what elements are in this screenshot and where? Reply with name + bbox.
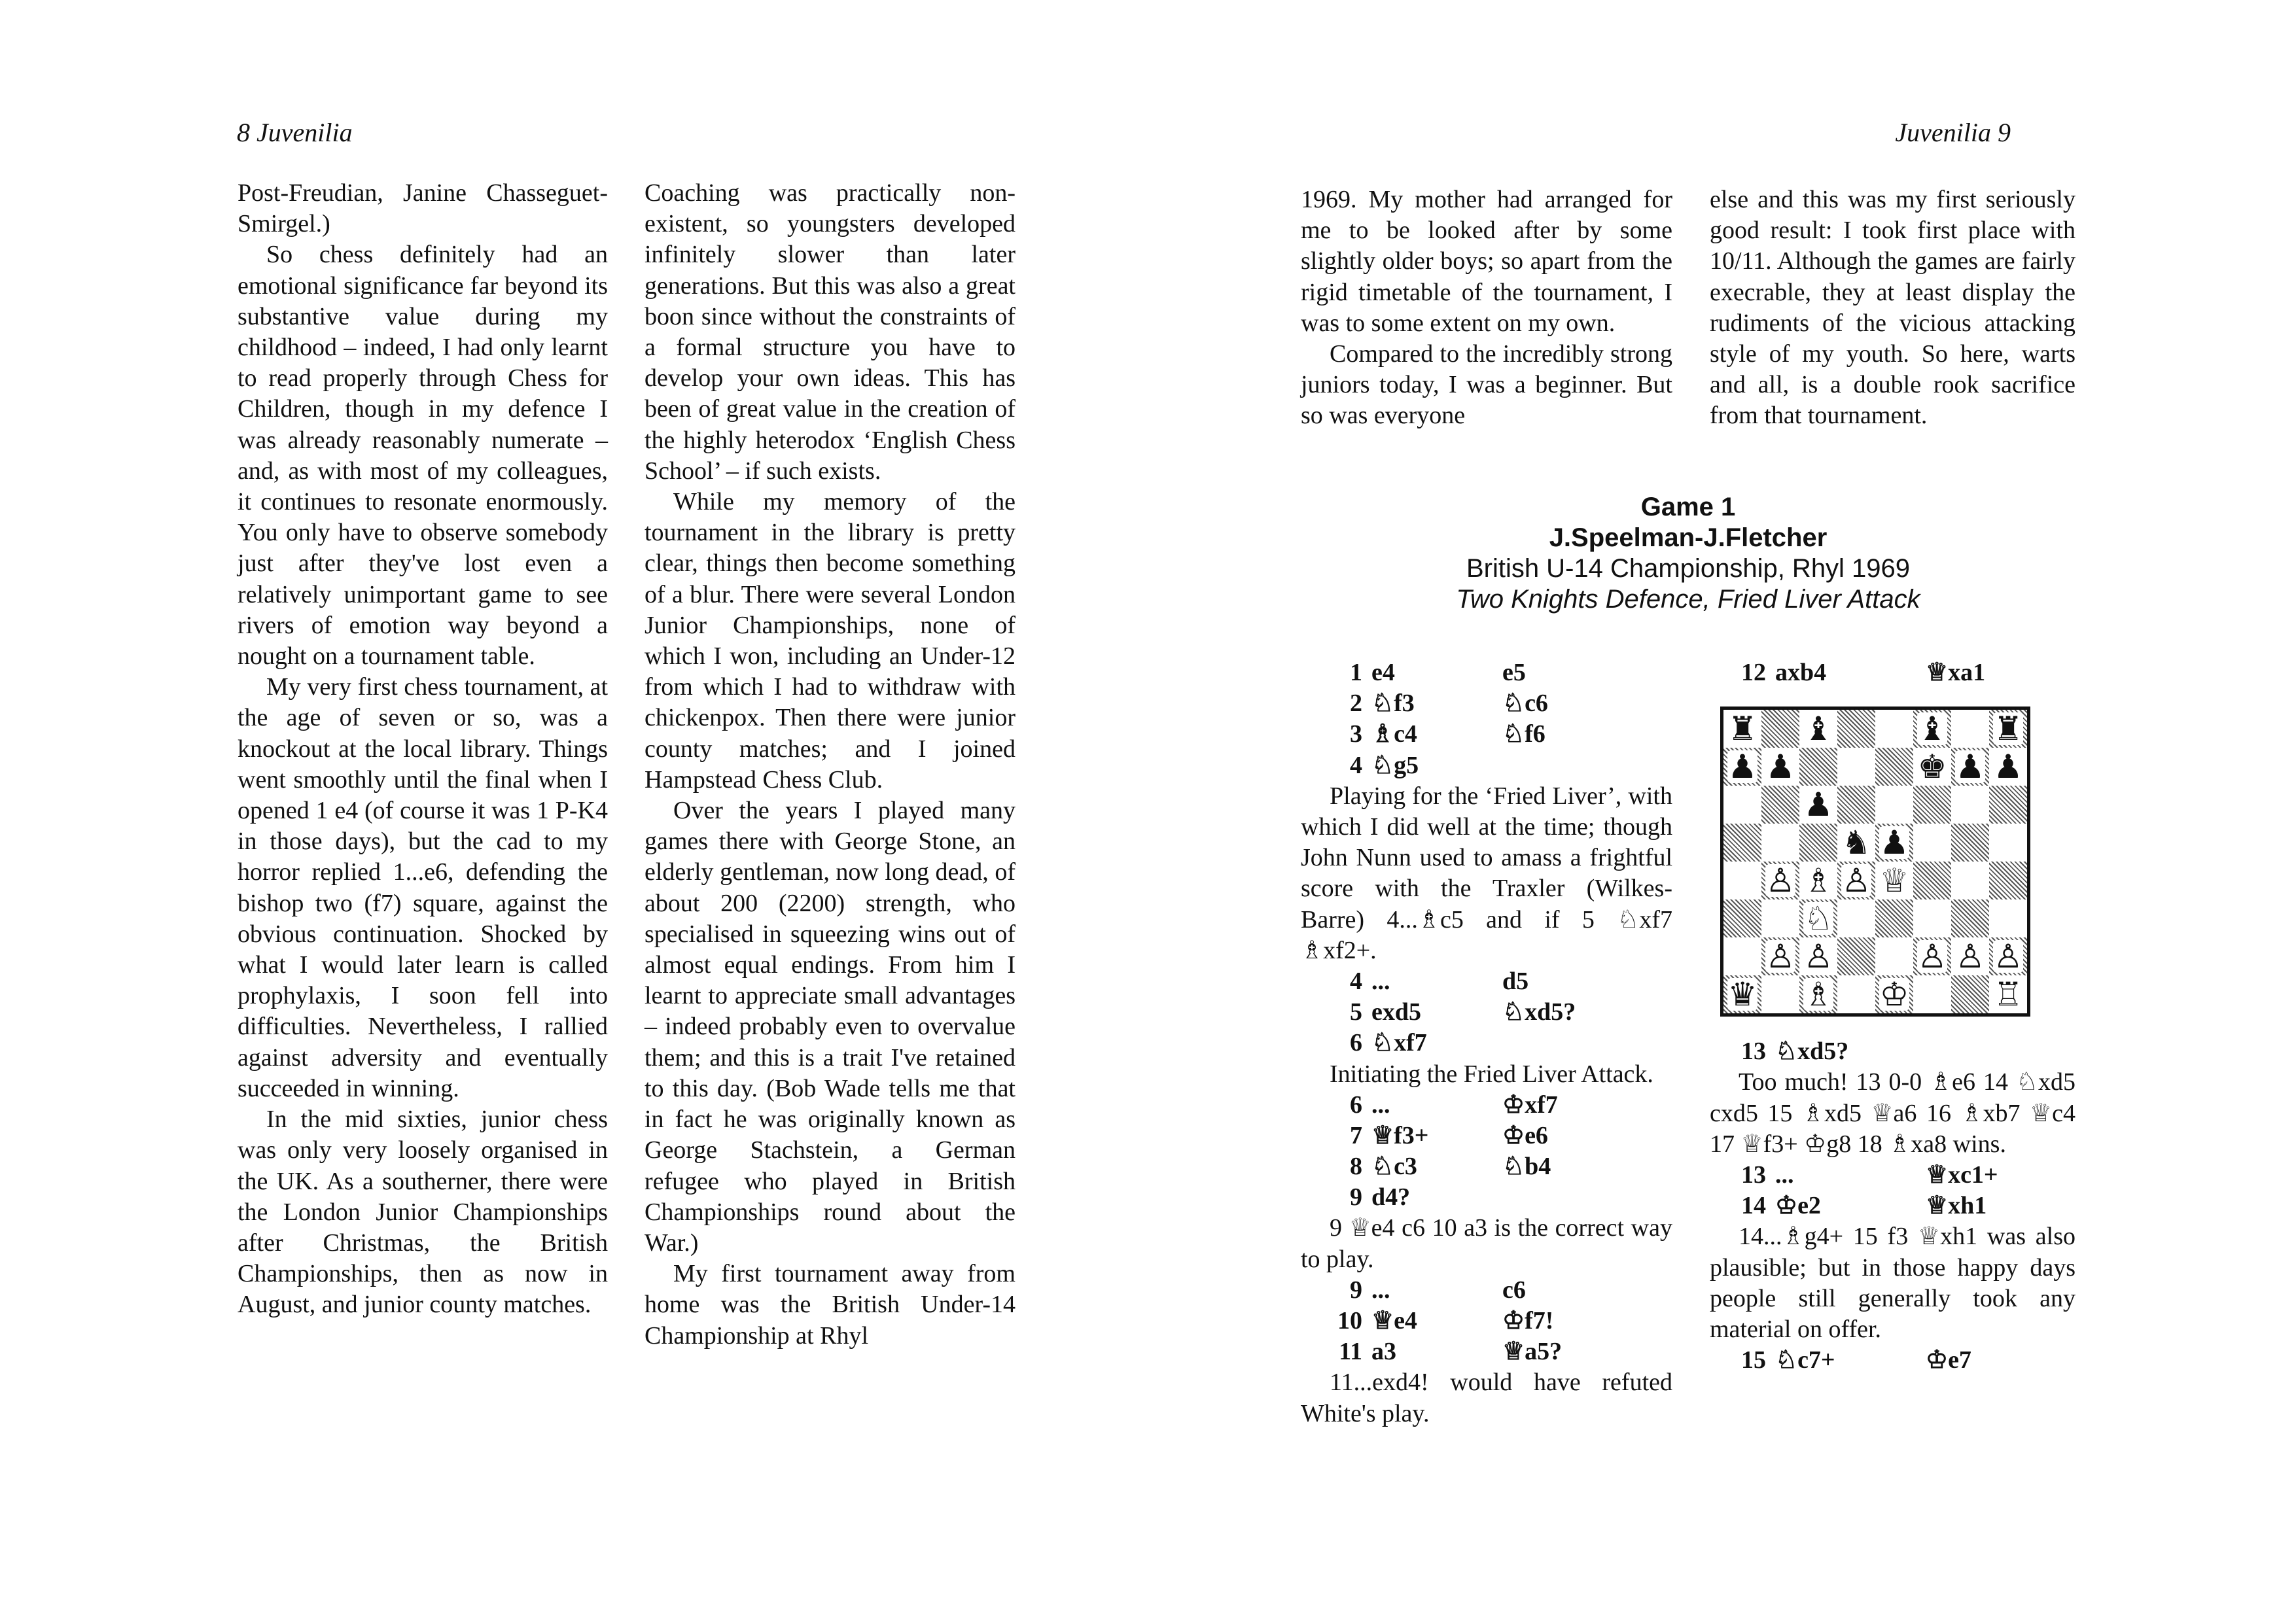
- chess-piece: ♚: [1917, 748, 1947, 786]
- paragraph: So chess definitely had an emotional significance far beyond its substantive value during my childhood – indeed, I had only learnt to read properly through Chess for Children, though in my defence I was already reasonably numerate – and, as with most of my colleagues, it continues to resonate enormously. You only have to observe somebody just after they've lost even a relatively unimportant game to see rivers of emotion way beyond a nought on a tournament table.: [238, 241, 608, 671]
- move-row: [1710, 1345, 2075, 1376]
- chess-piece: ♙: [1765, 862, 1795, 900]
- black-move: ♘c6: [1502, 689, 1548, 718]
- move-number: 8: [1350, 1153, 1362, 1181]
- move-number: 13: [1741, 1161, 1766, 1189]
- black-move: ♘xd5?: [1502, 998, 1576, 1026]
- move-number: 4: [1350, 967, 1362, 995]
- move-row: [1301, 1306, 1672, 1336]
- move-row: [1301, 750, 1672, 781]
- board-square: [1837, 975, 1875, 1013]
- board-square: [1913, 975, 1951, 1013]
- board-square: [1989, 748, 2027, 786]
- board-square: [1951, 824, 1989, 862]
- chess-piece: ♙: [1803, 937, 1833, 976]
- moves-h: [1710, 1345, 2075, 1376]
- move-number: 5: [1350, 998, 1362, 1026]
- paragraph: Coaching was practically non-existent, so youngsters developed infinitely slower than later generations. But this was also a great boon since without the constraints of a formal structure you have to develop your own ideas. This has been of great value in the creation of the highly heterodox ‘English Chess School’ – if such exists.: [645, 179, 1016, 485]
- board-square: [1837, 748, 1875, 786]
- board-square: [1761, 824, 1799, 862]
- chess-piece: ♛: [1727, 975, 1757, 1014]
- chess-piece: ♟: [1803, 786, 1833, 824]
- board-square: [1875, 862, 1913, 899]
- move-number: 6: [1350, 1091, 1362, 1119]
- paragraph: Over the years I played many games there with George Stone, an elderly gentleman, now long dead, of about 200 (2200) strength, who specialised in squeezing wins out of almost equal endings. From him I learnt to appreciate small advantages – indeed probably even to overvalue them; and this is a trait I've retained to this day. (Bob Wade tells me that in fact he was originally known as George Stachstein, a German refugee who played in British Championships round about the War.): [645, 797, 1016, 1257]
- black-move: ♕xh1: [1926, 1192, 1987, 1220]
- board-square: [1913, 710, 1951, 748]
- board-square: [1761, 899, 1799, 937]
- black-move: ♔f7!: [1502, 1307, 1554, 1335]
- white-move: ♘f3: [1371, 689, 1415, 718]
- move-number: 9: [1350, 1183, 1362, 1212]
- board-square: [1951, 786, 1989, 824]
- annotation: 11...exd4! would have refuted White's play.: [1301, 1369, 1672, 1427]
- running-head-right: Juvenilia 9: [1895, 118, 2011, 147]
- board-square: [1799, 862, 1837, 899]
- board-square: [1951, 862, 1989, 899]
- move-number: 6: [1350, 1029, 1362, 1057]
- black-move: ♔e7: [1926, 1346, 1971, 1374]
- board-square: [1761, 748, 1799, 786]
- white-move: ♕e4: [1371, 1307, 1417, 1335]
- chess-diagram: [1720, 707, 2075, 1017]
- board-square: [1761, 710, 1799, 748]
- board-square: [1913, 786, 1951, 824]
- chess-piece: ♜: [1727, 710, 1757, 748]
- move-row: [1301, 688, 1672, 719]
- chess-piece: ♔: [1879, 975, 1909, 1014]
- board-square: [1761, 786, 1799, 824]
- move-row: [1301, 1151, 1672, 1182]
- moves-g: [1710, 1160, 2075, 1221]
- board-square: [1989, 710, 2027, 748]
- chess-piece: ♟: [1727, 748, 1757, 786]
- board-square: [1723, 786, 1761, 824]
- white-move: e4: [1371, 659, 1395, 686]
- chess-piece: ♙: [1917, 937, 1947, 976]
- chess-piece: ♙: [1765, 937, 1795, 976]
- board-square: [1799, 899, 1837, 937]
- board-square: [1837, 824, 1875, 862]
- chess-piece: ♙: [1993, 937, 2023, 976]
- game-players: J.Speelman-J.Fletcher: [1549, 523, 1828, 552]
- moves-f: [1710, 1036, 2075, 1067]
- annotation: 14...♗g4+ 15 f3 ♕xh1 was also plausible; but in those happy days people still generally took any material on offer.: [1710, 1223, 2075, 1343]
- move-row: [1301, 997, 1672, 1028]
- board-square: [1875, 786, 1913, 824]
- board-square: [1799, 748, 1837, 786]
- left-column-1: [238, 178, 608, 1321]
- board-square: [1799, 710, 1837, 748]
- moves-d: [1301, 1275, 1672, 1368]
- paragraph: else and this was my first seriously good result: I took first place with 10/11. Although the games are fairly execrable, they at least display the rudiments of the vicious attacking style of my youth. So here, warts and all, is a double rook sacrifice from that tournament.: [1710, 186, 2075, 430]
- white-move: ♘c7+: [1775, 1346, 1835, 1374]
- board-square: [1723, 748, 1761, 786]
- paragraph: While my memory of the tournament in the library is pretty clear, things then become something of a blur. There were several London Junior Championships, none of which I won, including an Under-12 from which I had to withdraw with chickenpox. Then there were junior county matches; and I joined Hampstead Chess Club.: [645, 488, 1016, 794]
- annotation: Initiating the Fried Liver Attack.: [1330, 1060, 1653, 1088]
- board-square: [1989, 975, 2027, 1013]
- board-square: [1799, 975, 1837, 1013]
- game-event: British U-14 Championship, Rhyl 1969: [1466, 554, 1911, 583]
- board-square: [1761, 975, 1799, 1013]
- white-move: ♘c3: [1371, 1153, 1417, 1181]
- moves-a: [1301, 657, 1672, 781]
- move-number: 9: [1350, 1276, 1362, 1304]
- paragraph: Compared to the incredibly strong juniors today, I was a beginner. But so was everyone: [1301, 340, 1672, 430]
- paragraph: Post-Freudian, Janine Chasseguet-Smirgel.): [238, 179, 608, 238]
- chess-piece: ♗: [1803, 975, 1833, 1014]
- board-square: [1951, 975, 1989, 1013]
- white-move: ♘xf7: [1371, 1029, 1427, 1057]
- black-move: ♕xc1+: [1926, 1161, 1998, 1189]
- game-column-1: [1301, 657, 1672, 1429]
- move-number: 3: [1350, 720, 1362, 748]
- move-row: [1301, 966, 1672, 997]
- paragraph: 1969. My mother had arranged for me to be looked after by some slightly older boys; so apart from the rigid timetable of the tournament, I was to some extent on my own.: [1301, 186, 1672, 337]
- board-square: [1761, 862, 1799, 899]
- move-number: 13: [1741, 1038, 1766, 1066]
- board-square: [1799, 824, 1837, 862]
- board-square: [1875, 824, 1913, 862]
- chess-piece: ♟: [1993, 748, 2023, 786]
- board-square: [1723, 937, 1761, 975]
- chess-piece: ♗: [1803, 862, 1833, 900]
- chess-piece: ♟: [1765, 748, 1795, 786]
- chess-piece: ♙: [1955, 937, 1985, 976]
- moves-b: [1301, 966, 1672, 1059]
- white-move: ♔e2: [1775, 1192, 1821, 1220]
- board-square: [1799, 937, 1837, 975]
- chess-piece: ♝: [1803, 710, 1833, 748]
- board-square: [1913, 748, 1951, 786]
- black-move: e5: [1502, 659, 1526, 686]
- move-number: 12: [1741, 659, 1766, 686]
- white-move: exd5: [1371, 998, 1421, 1026]
- left-column-2: [645, 178, 1016, 1352]
- running-head-left: 8 Juvenilia: [237, 118, 353, 147]
- moves-e: [1710, 657, 2075, 688]
- board-square: [1875, 710, 1913, 748]
- move-number: 15: [1741, 1346, 1766, 1374]
- board-square: [1723, 824, 1761, 862]
- board-square: [1951, 748, 1989, 786]
- board-square: [1913, 824, 1951, 862]
- move-number: 11: [1339, 1338, 1362, 1366]
- board-square: [1875, 748, 1913, 786]
- board-square: [1875, 975, 1913, 1013]
- move-row: [1301, 1028, 1672, 1058]
- black-move: ♔e6: [1502, 1121, 1548, 1149]
- board-square: [1837, 899, 1875, 937]
- board-square: [1989, 862, 2027, 899]
- paragraph: In the mid sixties, junior chess was only very loosely organised in the UK. As a southerner, there were the London Junior Championships after Christmas, the British Championships, then as now in August, and junior county matches.: [238, 1106, 608, 1319]
- board-square: [1951, 899, 1989, 937]
- paragraph: My first tournament away from home was the British Under-14 Championship at Rhyl: [645, 1260, 1016, 1350]
- chess-piece: ♟: [1955, 748, 1985, 786]
- game-title: Game 1: [1640, 493, 1736, 521]
- board-square: [1913, 862, 1951, 899]
- white-move: ♗c4: [1371, 720, 1417, 748]
- black-move: c6: [1502, 1276, 1526, 1304]
- chess-piece: ♘: [1803, 899, 1833, 938]
- white-move: ...: [1775, 1161, 1794, 1189]
- black-move: ♕xa1: [1926, 659, 1986, 686]
- white-move: a3: [1371, 1338, 1396, 1366]
- white-move: axb4: [1775, 659, 1827, 686]
- white-move: d4?: [1371, 1183, 1411, 1212]
- right-column-1: [1301, 184, 1672, 432]
- move-row: [1301, 1182, 1672, 1213]
- annotation: Too much! 13 0-0 ♗e6 14 ♘xd5 cxd5 15 ♗xd5 ♕a6 16 ♗xb7 ♕c4 17 ♕f3+ ♔g8 18 ♗xa8 wins.: [1710, 1068, 2075, 1158]
- move-row: [1301, 1090, 1672, 1121]
- chess-piece: ♖: [1993, 975, 2023, 1014]
- move-row: [1301, 1121, 1672, 1151]
- annotation: Playing for the ‘Fried Liver’, with which I did well at the time; though John Nunn used to amass a frightful score with the Traxler (Wilkes-Barre) 4...♗c5 and if 5 ♘xf7 ♗xf2+.: [1301, 782, 1672, 964]
- board-square: [1989, 937, 2027, 975]
- board-square: [1723, 899, 1761, 937]
- white-move: ♕f3+: [1371, 1121, 1429, 1149]
- white-move: ...: [1371, 967, 1390, 995]
- black-move: d5: [1502, 967, 1529, 995]
- board-square: [1989, 824, 2027, 862]
- board-square: [1799, 786, 1837, 824]
- chess-board: [1720, 707, 2030, 1017]
- game-opening: Two Knights Defence, Fried Liver Attack: [1456, 585, 1920, 614]
- move-row: [1710, 1191, 2075, 1221]
- board-square: [1989, 786, 2027, 824]
- board-square: [1951, 710, 1989, 748]
- move-number: 14: [1741, 1192, 1766, 1220]
- game-heading: [1301, 492, 2075, 615]
- chess-piece: ♕: [1879, 862, 1909, 900]
- white-move: ...: [1371, 1276, 1390, 1304]
- board-square: [1837, 710, 1875, 748]
- game-column-2: [1710, 657, 2075, 1376]
- board-square: [1951, 937, 1989, 975]
- paragraph: My very first chess tournament, at the age of seven or so, was a knockout at the local library. Things went smoothly until the final when I opened 1 e4 (of course it was 1 P-K4 in those days), but the cad to my horror replied 1...e6, defending the bishop two (f7) square, against the obvious continuation. Shocked by what I would later learn is called prophylaxis, I soon fell into difficulties. Nevertheless, I rallied against adversity and eventually succeeded in winning.: [238, 673, 608, 1102]
- move-row: [1710, 1036, 2075, 1067]
- board-square: [1837, 786, 1875, 824]
- board-square: [1989, 899, 2027, 937]
- move-number: 10: [1337, 1307, 1362, 1335]
- move-number: 2: [1350, 689, 1362, 718]
- chess-piece: ♜: [1993, 710, 2023, 748]
- white-move: ...: [1371, 1091, 1390, 1119]
- board-square: [1913, 937, 1951, 975]
- black-move: ♕a5?: [1502, 1338, 1563, 1366]
- board-square: [1723, 710, 1761, 748]
- right-column-2: [1710, 184, 2075, 432]
- move-row: [1301, 719, 1672, 750]
- move-row: [1301, 657, 1672, 688]
- black-move: ♘b4: [1502, 1153, 1551, 1181]
- board-square: [1875, 937, 1913, 975]
- move-row: [1710, 1160, 2075, 1191]
- black-move: ♔xf7: [1502, 1091, 1558, 1119]
- move-row: [1301, 1336, 1672, 1367]
- board-square: [1913, 899, 1951, 937]
- board-square: [1723, 975, 1761, 1013]
- annotation: 9 ♕e4 c6 10 a3 is the correct way to play.: [1301, 1214, 1672, 1273]
- chess-piece: ♟: [1879, 824, 1909, 862]
- chess-piece: ♙: [1841, 862, 1871, 900]
- white-move: ♘xd5?: [1775, 1038, 1849, 1066]
- board-square: [1723, 862, 1761, 899]
- move-row: [1710, 657, 2075, 688]
- white-move: ♘g5: [1371, 751, 1419, 779]
- move-number: 4: [1350, 751, 1362, 779]
- moves-c: [1301, 1090, 1672, 1213]
- board-square: [1837, 862, 1875, 899]
- board-square: [1875, 899, 1913, 937]
- move-number: 7: [1350, 1121, 1362, 1149]
- board-square: [1761, 937, 1799, 975]
- chess-piece: ♞: [1841, 824, 1871, 862]
- move-row: [1301, 1275, 1672, 1306]
- chess-piece: ♝: [1917, 710, 1947, 748]
- black-move: ♘f6: [1502, 720, 1545, 748]
- board-square: [1837, 937, 1875, 975]
- move-number: 1: [1350, 659, 1362, 686]
